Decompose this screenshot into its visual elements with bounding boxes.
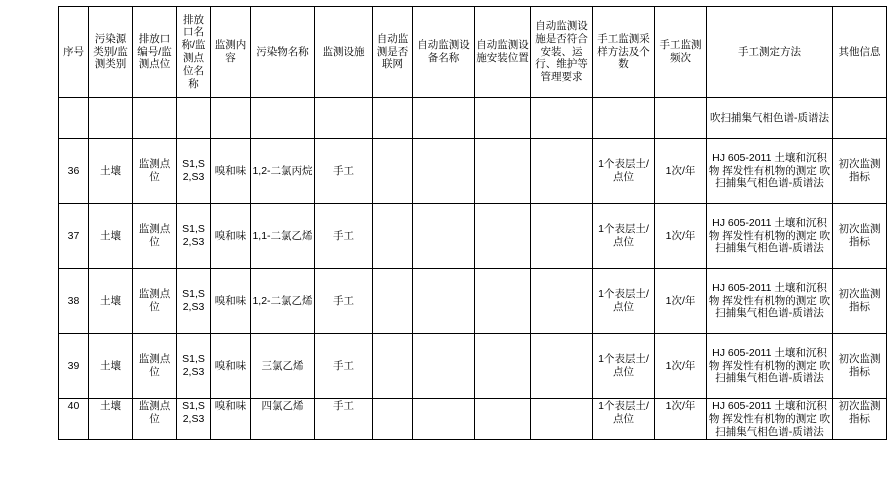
- cell-method: HJ 605-2011 土壤和沉积物 挥发性有机物的测定 吹扫捕集气相色谱-质谱法: [707, 204, 833, 269]
- cell-pollutant: 四氯乙烯: [251, 399, 315, 440]
- cell-facility: 手工: [315, 399, 373, 440]
- cell-facility: 手工: [315, 204, 373, 269]
- cell-frequency: 1次/年: [655, 204, 707, 269]
- header-content: 监测内容: [211, 7, 251, 98]
- cell-category: 土壤: [89, 139, 133, 204]
- cell-seq: 37: [59, 204, 89, 269]
- table-header-row: [59, 7, 887, 98]
- cell-auto-compliance: [531, 334, 593, 399]
- cell-auto-compliance: [531, 269, 593, 334]
- header-outlet-name: 排放口名称/监测点位名称: [177, 7, 211, 98]
- cell-auto-network: [373, 98, 413, 139]
- cell-content: 嗅和味: [211, 139, 251, 204]
- cell-other: [833, 98, 887, 139]
- document-sheet: [0, 6, 895, 488]
- cell-auto-device: [413, 399, 475, 440]
- cell-method: 吹扫捕集气相色谱-质谱法: [707, 98, 833, 139]
- cell-outlet-code: 监测点位: [133, 204, 177, 269]
- cell-auto-compliance: [531, 204, 593, 269]
- cell-method: HJ 605-2011 土壤和沉积物 挥发性有机物的测定 吹扫捕集气相色谱-质谱法: [707, 139, 833, 204]
- cell-frequency: [655, 98, 707, 139]
- cell-seq: 38: [59, 269, 89, 334]
- cell-auto-device: [413, 139, 475, 204]
- cell-frequency: 1次/年: [655, 269, 707, 334]
- header-method: 手工测定方法: [707, 7, 833, 98]
- cell-auto-position: [475, 269, 531, 334]
- cell-other: 初次监测指标: [833, 334, 887, 399]
- cell-outlet-name: S1,S2,S3: [177, 269, 211, 334]
- cell-sampling: 1个表层土/点位: [593, 334, 655, 399]
- cell-auto-position: [475, 98, 531, 139]
- table-body: [59, 98, 887, 440]
- cell-sampling: 1个表层土/点位: [593, 269, 655, 334]
- cell-auto-network: [373, 399, 413, 440]
- cell-auto-network: [373, 334, 413, 399]
- header-auto-device: 自动监测设备名称: [413, 7, 475, 98]
- cell-category: 土壤: [89, 204, 133, 269]
- table-row: [59, 269, 887, 334]
- cell-auto-position: [475, 204, 531, 269]
- cell-content: 嗅和味: [211, 399, 251, 440]
- table-row: [59, 204, 887, 269]
- header-pollutant: 污染物名称: [251, 7, 315, 98]
- cell-facility: 手工: [315, 334, 373, 399]
- cell-sampling: 1个表层土/点位: [593, 399, 655, 440]
- cell-auto-position: [475, 139, 531, 204]
- header-category: 污染源类别/监测类别: [89, 7, 133, 98]
- cell-outlet-code: 监测点位: [133, 334, 177, 399]
- cell-outlet-name: S1,S2,S3: [177, 139, 211, 204]
- cell-sampling: 1个表层土/点位: [593, 204, 655, 269]
- table-row: [59, 399, 887, 440]
- cell-auto-device: [413, 269, 475, 334]
- cell-other: 初次监测指标: [833, 139, 887, 204]
- table-row-partial: [59, 98, 887, 139]
- cell-seq: 36: [59, 139, 89, 204]
- table-row: [59, 334, 887, 399]
- cell-outlet-code: 监测点位: [133, 139, 177, 204]
- cell-auto-network: [373, 269, 413, 334]
- header-other: 其他信息: [833, 7, 887, 98]
- cell-other: 初次监测指标: [833, 269, 887, 334]
- cell-auto-compliance: [531, 98, 593, 139]
- cell-frequency: 1次/年: [655, 399, 707, 440]
- cell-outlet-code: [133, 98, 177, 139]
- cell-sampling: 1个表层土/点位: [593, 139, 655, 204]
- header-seq: 序号: [59, 7, 89, 98]
- cell-pollutant: 三氯乙烯: [251, 334, 315, 399]
- cell-category: 土壤: [89, 399, 133, 440]
- cell-auto-compliance: [531, 399, 593, 440]
- cell-auto-position: [475, 334, 531, 399]
- header-outlet-code: 排放口编号/监测点位: [133, 7, 177, 98]
- header-sampling: 手工监测采样方法及个数: [593, 7, 655, 98]
- cell-facility: [315, 98, 373, 139]
- cell-auto-compliance: [531, 139, 593, 204]
- cell-pollutant: [251, 98, 315, 139]
- header-facility: 监测设施: [315, 7, 373, 98]
- cell-outlet-name: S1,S2,S3: [177, 334, 211, 399]
- cell-sampling: [593, 98, 655, 139]
- cell-outlet-name: S1,S2,S3: [177, 204, 211, 269]
- cell-method: HJ 605-2011 土壤和沉积物 挥发性有机物的测定 吹扫捕集气相色谱-质谱法: [707, 334, 833, 399]
- cell-auto-position: [475, 399, 531, 440]
- cell-auto-device: [413, 204, 475, 269]
- cell-seq: 39: [59, 334, 89, 399]
- cell-facility: 手工: [315, 269, 373, 334]
- monitoring-plan-table: [58, 6, 887, 440]
- cell-content: 嗅和味: [211, 204, 251, 269]
- cell-outlet-code: 监测点位: [133, 399, 177, 440]
- header-auto-compliance: 自动监测设施是否符合安装、运行、维护等管理要求: [531, 7, 593, 98]
- cell-category: 土壤: [89, 334, 133, 399]
- header-auto-position: 自动监测设施安装位置: [475, 7, 531, 98]
- cell-content: [211, 98, 251, 139]
- cell-method: HJ 605-2011 土壤和沉积物 挥发性有机物的测定 吹扫捕集气相色谱-质谱法: [707, 399, 833, 440]
- header-frequency: 手工监测频次: [655, 7, 707, 98]
- cell-auto-network: [373, 204, 413, 269]
- cell-auto-device: [413, 98, 475, 139]
- cell-content: 嗅和味: [211, 269, 251, 334]
- cell-auto-network: [373, 139, 413, 204]
- table-row: [59, 139, 887, 204]
- cell-facility: 手工: [315, 139, 373, 204]
- cell-method: HJ 605-2011 土壤和沉积物 挥发性有机物的测定 吹扫捕集气相色谱-质谱法: [707, 269, 833, 334]
- cell-seq: 40: [59, 399, 89, 440]
- header-auto-network: 自动监测是否联网: [373, 7, 413, 98]
- cell-category: 土壤: [89, 269, 133, 334]
- cell-pollutant: 1,2-二氯丙烷: [251, 139, 315, 204]
- cell-outlet-name: [177, 98, 211, 139]
- cell-other: 初次监测指标: [833, 399, 887, 440]
- cell-pollutant: 1,1-二氯乙烯: [251, 204, 315, 269]
- cell-frequency: 1次/年: [655, 334, 707, 399]
- cell-frequency: 1次/年: [655, 139, 707, 204]
- cell-pollutant: 1,2-二氯乙烯: [251, 269, 315, 334]
- cell-outlet-code: 监测点位: [133, 269, 177, 334]
- cell-content: 嗅和味: [211, 334, 251, 399]
- cell-auto-device: [413, 334, 475, 399]
- cell-seq: [59, 98, 89, 139]
- cell-category: [89, 98, 133, 139]
- cell-other: 初次监测指标: [833, 204, 887, 269]
- cell-outlet-name: S1,S2,S3: [177, 399, 211, 440]
